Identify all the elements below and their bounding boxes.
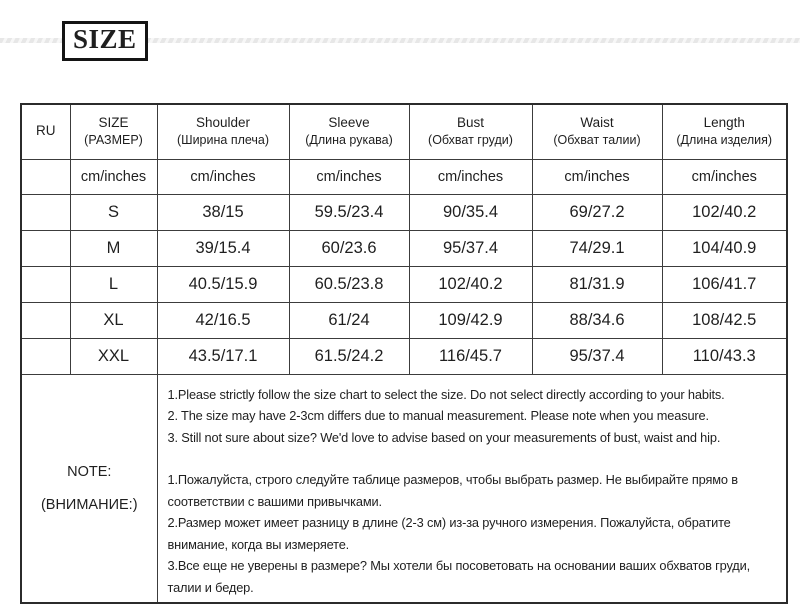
size-label: XXL bbox=[70, 338, 157, 374]
table-row-xxl bbox=[21, 338, 787, 374]
empty-cell bbox=[21, 338, 70, 374]
shoulder-value: 39/15.4 bbox=[157, 230, 289, 266]
header-waist-ru: (Обхват талии) bbox=[553, 133, 641, 148]
empty-cell bbox=[21, 266, 70, 302]
header-waist-en: Waist bbox=[580, 114, 614, 130]
sleeve-value: 61.5/24.2 bbox=[289, 338, 409, 374]
note-en-2: 2. The size may have 2-3cm differs due to manual measurement. Please note when you measure. bbox=[167, 408, 709, 423]
header-shoulder-en: Shoulder bbox=[195, 114, 251, 130]
size-label: XL bbox=[70, 302, 157, 338]
header-size bbox=[70, 104, 157, 159]
header-bust bbox=[409, 104, 532, 159]
bust-value: 109/42.9 bbox=[409, 302, 532, 338]
shoulder-value: 38/15 bbox=[157, 194, 289, 230]
bust-value: 116/45.7 bbox=[409, 338, 532, 374]
sleeve-value: 61/24 bbox=[289, 302, 409, 338]
units-bust-cell: cm/inches bbox=[409, 159, 532, 194]
bust-value: 102/40.2 bbox=[409, 266, 532, 302]
header-shoulder bbox=[157, 104, 289, 159]
header-sleeve-en: Sleeve bbox=[328, 114, 370, 130]
length-value: 102/40.2 bbox=[662, 194, 787, 230]
table-header-row bbox=[21, 104, 787, 159]
header-length-en: Length bbox=[703, 114, 745, 130]
note-row bbox=[21, 374, 787, 603]
bust-value: 90/35.4 bbox=[409, 194, 532, 230]
waist-value: 88/34.6 bbox=[532, 302, 662, 338]
header-size-en: SIZE bbox=[98, 114, 129, 130]
note-en-1: 1.Please strictly follow the size chart to select the size. Do not select directly according to your habits. bbox=[167, 386, 725, 402]
shoulder-value: 43.5/17.1 bbox=[157, 338, 289, 374]
waist-value: 69/27.2 bbox=[532, 194, 662, 230]
note-ru-3: 3.Все еще не уверены в размере? Мы хотели бы посоветовать на основании ваших обхватов груди, талии и бедер. bbox=[167, 558, 751, 595]
size-label: S bbox=[70, 194, 157, 230]
note-label-cell bbox=[21, 374, 157, 603]
sleeve-value: 60.5/23.8 bbox=[289, 266, 409, 302]
bust-value: 95/37.4 bbox=[409, 230, 532, 266]
header-ru bbox=[21, 104, 70, 159]
note-ru-1: 1.Пожалуйста, строго следуйте таблице размеров, чтобы выбрать размер. Не выбирайте прямо в соответствии с вашими привычками. bbox=[167, 472, 738, 509]
note-ru-2: 2.Размер может имеет разницу в длине (2-3 см) из-за ручного измерения. Пожалуйста, обратите внимание, когда вы измеряете. bbox=[167, 515, 731, 552]
length-value: 110/43.3 bbox=[662, 338, 787, 374]
note-en-3: 3. Still not sure about size? We'd love to advise based on your measurements of bust, waist and hip. bbox=[167, 429, 721, 445]
waist-value: 81/31.9 bbox=[532, 266, 662, 302]
size-chart-table bbox=[20, 103, 788, 604]
units-waist-cell: cm/inches bbox=[532, 159, 662, 194]
header-length bbox=[662, 104, 787, 159]
table-row-l bbox=[21, 266, 787, 302]
units-size-cell: cm/inches bbox=[70, 159, 157, 194]
header-waist bbox=[532, 104, 662, 159]
note-label-ru: (ВНИМАНИЕ:) bbox=[40, 496, 138, 513]
header-length-ru: (Длина изделия) bbox=[676, 133, 773, 148]
sleeve-value: 60/23.6 bbox=[289, 230, 409, 266]
note-label-en: NOTE: bbox=[67, 463, 112, 480]
header-sleeve-ru: (Длина рукава) bbox=[305, 133, 393, 148]
note-spacer bbox=[168, 448, 781, 469]
units-ru-cell bbox=[21, 159, 70, 194]
table-row-m bbox=[21, 230, 787, 266]
units-row bbox=[21, 159, 787, 194]
length-value: 108/42.5 bbox=[662, 302, 787, 338]
empty-cell bbox=[21, 302, 70, 338]
note-text-cell bbox=[157, 374, 787, 603]
empty-cell bbox=[21, 194, 70, 230]
length-value: 104/40.9 bbox=[662, 230, 787, 266]
units-length-cell: cm/inches bbox=[662, 159, 787, 194]
table-row-s bbox=[21, 194, 787, 230]
shoulder-value: 42/16.5 bbox=[157, 302, 289, 338]
sleeve-value: 59.5/23.4 bbox=[289, 194, 409, 230]
note-label-group bbox=[22, 464, 157, 513]
size-label: M bbox=[70, 230, 157, 266]
header-sleeve bbox=[289, 104, 409, 159]
units-sleeve-cell: cm/inches bbox=[289, 159, 409, 194]
header-bust-ru: (Обхват груди) bbox=[428, 133, 513, 148]
units-shoulder-cell: cm/inches bbox=[157, 159, 289, 194]
header-bust-en: Bust bbox=[456, 114, 484, 130]
header-size-ru: (РАЗМЕР) bbox=[84, 133, 143, 148]
size-label: L bbox=[70, 266, 157, 302]
header-ru-label: RU bbox=[36, 123, 56, 139]
header-shoulder-ru: (Ширина плеча) bbox=[176, 133, 270, 148]
length-value: 106/41.7 bbox=[662, 266, 787, 302]
size-chart-title: SIZE bbox=[62, 21, 148, 61]
waist-value: 74/29.1 bbox=[532, 230, 662, 266]
table-row-xl bbox=[21, 302, 787, 338]
empty-cell bbox=[21, 230, 70, 266]
shoulder-value: 40.5/15.9 bbox=[157, 266, 289, 302]
waist-value: 95/37.4 bbox=[532, 338, 662, 374]
